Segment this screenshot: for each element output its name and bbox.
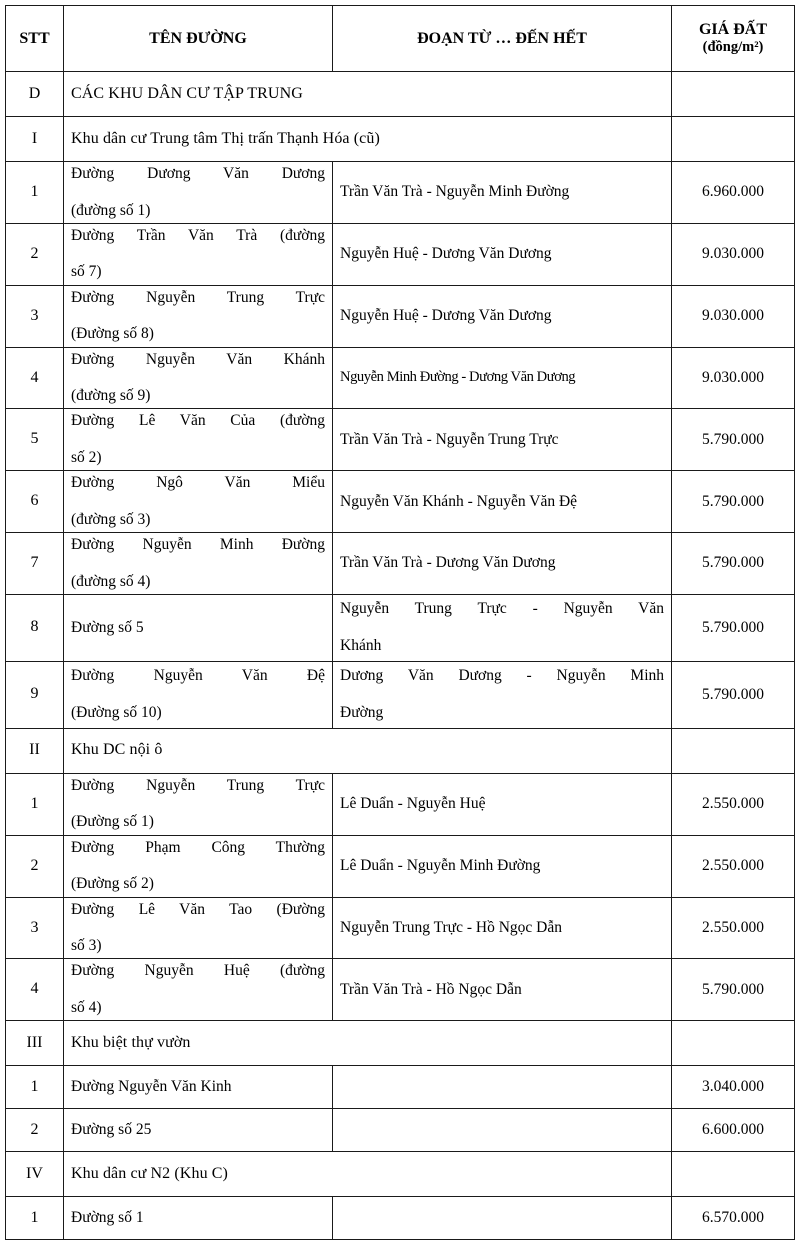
row-index: 4 (6, 347, 64, 409)
street-name-line2: số 2) (71, 448, 102, 466)
column-header-price-title: GIÁ ĐẤT (698, 20, 767, 38)
street-name-cell (64, 409, 333, 471)
street-name-line1: Đường Nguyễn Văn Đệ (71, 667, 325, 685)
price-value: 9.030.000 (672, 223, 795, 285)
section-row (6, 1021, 795, 1066)
table-row (6, 471, 795, 533)
table-row (6, 1109, 795, 1152)
section-index: III (6, 1021, 64, 1066)
land-price-table (5, 5, 795, 1240)
row-index: 1 (6, 1197, 64, 1240)
column-header-street-name: TÊN ĐƯỜNG (64, 6, 333, 72)
street-name-cell (64, 959, 333, 1021)
section-index: D (6, 72, 64, 117)
section-row (6, 72, 795, 117)
street-name-cell (64, 661, 333, 728)
street-name-cell (64, 533, 333, 595)
section-title: Khu dân cư N2 (Khu C) (64, 1152, 672, 1197)
segment-cell: Trần Văn Trà - Dương Văn Dương (333, 533, 672, 595)
price-value: 2.550.000 (672, 835, 795, 897)
table-row (6, 347, 795, 409)
street-name-line2: số 7) (71, 263, 102, 281)
street-name-line2: (Đường số 2) (71, 875, 154, 893)
street-name-cell (64, 223, 333, 285)
section-index: II (6, 728, 64, 773)
price-value: 5.790.000 (672, 959, 795, 1021)
row-index: 2 (6, 223, 64, 285)
segment-cell: Nguyễn Văn Khánh - Nguyễn Văn Đệ (333, 471, 672, 533)
street-name-line1: Đường Trần Văn Trà (đường (71, 226, 325, 244)
row-index: 2 (6, 835, 64, 897)
segment-cell (333, 1109, 672, 1152)
segment-cell: Nguyễn Trung Trực - Hồ Ngọc Dẫn (333, 897, 672, 959)
row-index: 5 (6, 409, 64, 471)
segment-cell (333, 594, 672, 661)
segment-line1: Nguyễn Trung Trực - Nguyễn Văn (340, 600, 664, 618)
table-row (6, 162, 795, 224)
street-name-cell (64, 347, 333, 409)
row-index: 7 (6, 533, 64, 595)
price-value: 2.550.000 (672, 897, 795, 959)
segment-cell: Trần Văn Trà - Hồ Ngọc Dẫn (333, 959, 672, 1021)
segment-cell (333, 1197, 672, 1240)
section-title: Khu DC nội ô (64, 728, 672, 773)
street-name-cell (64, 1066, 333, 1109)
price-value: 3.040.000 (672, 1066, 795, 1109)
street-name-line1: Đường Nguyễn Văn Khánh (71, 350, 325, 368)
street-name-cell (64, 162, 333, 224)
street-name-line1: Đường Dương Văn Dương (71, 165, 325, 182)
street-name-cell (64, 1109, 333, 1152)
table-row (6, 835, 795, 897)
street-name-cell (64, 897, 333, 959)
street-name-line1: Đường Nguyễn Minh Đường (71, 536, 325, 554)
section-title: Khu dân cư Trung tâm Thị trấn Thạnh Hóa (cũ) (64, 117, 672, 162)
table-row (6, 223, 795, 285)
price-value: 9.030.000 (672, 285, 795, 347)
street-name-line2: (đường số 9) (71, 387, 151, 405)
segment-cell: Nguyễn Huệ - Dương Văn Dương (333, 285, 672, 347)
price-value: 6.960.000 (672, 162, 795, 224)
section-price (672, 117, 795, 162)
section-row (6, 1152, 795, 1197)
section-title: Khu biệt thự vườn (64, 1021, 672, 1066)
column-header-stt: STT (6, 6, 64, 72)
table-row (6, 533, 795, 595)
row-index: 1 (6, 773, 64, 835)
price-value: 9.030.000 (672, 347, 795, 409)
row-index: 8 (6, 594, 64, 661)
street-name-line2: (Đường số 8) (71, 325, 154, 343)
section-price (672, 1021, 795, 1066)
section-row (6, 728, 795, 773)
row-index: 2 (6, 1109, 64, 1152)
table-row (6, 773, 795, 835)
street-name-line1: Đường Lê Văn Của (đường (71, 412, 325, 430)
street-name-line2: (đường số 3) (71, 510, 151, 528)
row-index: 3 (6, 285, 64, 347)
street-name-cell (64, 835, 333, 897)
row-index: 9 (6, 661, 64, 728)
table-row (6, 594, 795, 661)
table-row (6, 1197, 795, 1240)
section-index: IV (6, 1152, 64, 1197)
street-name-cell (64, 594, 333, 661)
street-name-line1: Đường Nguyễn Văn Kinh (71, 1078, 232, 1096)
street-name-line2: (Đường số 1) (71, 813, 154, 831)
segment-cell: Lê Duẩn - Nguyễn Minh Đường (333, 835, 672, 897)
land-price-sheet (5, 5, 794, 1240)
street-name-line2: (đường số 1) (71, 201, 151, 219)
street-name-cell (64, 1197, 333, 1240)
column-header-segment: ĐOẠN TỪ … ĐẾN HẾT (333, 6, 672, 72)
section-row (6, 117, 795, 162)
row-index: 1 (6, 162, 64, 224)
table-row (6, 897, 795, 959)
street-name-line2: (đường số 4) (71, 572, 151, 590)
price-value: 5.790.000 (672, 661, 795, 728)
price-value: 5.790.000 (672, 409, 795, 471)
row-index: 3 (6, 897, 64, 959)
segment-cell: Nguyễn Huệ - Dương Văn Dương (333, 223, 672, 285)
table-row (6, 285, 795, 347)
column-header-price-unit: (đồng/m²) (702, 39, 764, 56)
street-name-cell (64, 471, 333, 533)
section-price (672, 728, 795, 773)
street-name-line1: Đường Nguyễn Huệ (đường (71, 962, 325, 980)
price-value: 5.790.000 (672, 471, 795, 533)
street-name-line2: số 4) (71, 999, 102, 1016)
street-name-line1: Đường Nguyễn Trung Trực (71, 776, 325, 794)
price-value: 5.790.000 (672, 533, 795, 595)
price-value: 6.600.000 (672, 1109, 795, 1152)
section-price (672, 1152, 795, 1197)
segment-cell: Lê Duẩn - Nguyễn Huệ (333, 773, 672, 835)
segment-cell: Nguyễn Minh Đường - Dương Văn Dương (333, 347, 672, 409)
price-value: 6.570.000 (672, 1197, 795, 1240)
section-price (672, 72, 795, 117)
header-row (6, 6, 795, 72)
table-row (6, 661, 795, 728)
column-header-price (672, 6, 795, 72)
street-name-line1: Đường số 5 (71, 618, 144, 636)
segment-cell: Trần Văn Trà - Nguyễn Minh Đường (333, 162, 672, 224)
segment-cell: Trần Văn Trà - Nguyễn Trung Trực (333, 409, 672, 471)
table-row (6, 1066, 795, 1109)
segment-line1: Dương Văn Dương - Nguyễn Minh (340, 667, 664, 685)
row-index: 4 (6, 959, 64, 1021)
table-body (6, 72, 795, 1240)
segment-cell (333, 661, 672, 728)
row-index: 6 (6, 471, 64, 533)
segment-cell (333, 1066, 672, 1109)
table-row (6, 959, 795, 1021)
street-name-line1: Đường Ngô Văn Miểu (71, 474, 325, 492)
section-index: I (6, 117, 64, 162)
street-name-line1: Đường số 1 (71, 1209, 144, 1227)
street-name-cell (64, 773, 333, 835)
street-name-line1: Đường Lê Văn Tao (Đường (71, 900, 325, 918)
street-name-line1: Đường Phạm Công Thường (71, 838, 325, 856)
row-index: 1 (6, 1066, 64, 1109)
table-row (6, 409, 795, 471)
street-name-line1: Đường Nguyễn Trung Trực (71, 288, 325, 306)
street-name-cell (64, 285, 333, 347)
street-name-line1: Đường số 25 (71, 1121, 152, 1139)
street-name-line2: (Đường số 10) (71, 704, 162, 722)
section-title: CÁC KHU DÂN CƯ TẬP TRUNG (64, 72, 672, 117)
price-value: 5.790.000 (672, 594, 795, 661)
street-name-line2: số 3) (71, 937, 102, 955)
table-header (6, 6, 795, 72)
price-value: 2.550.000 (672, 773, 795, 835)
segment-line2: Khánh (340, 637, 382, 655)
segment-line2: Đường (340, 704, 384, 722)
